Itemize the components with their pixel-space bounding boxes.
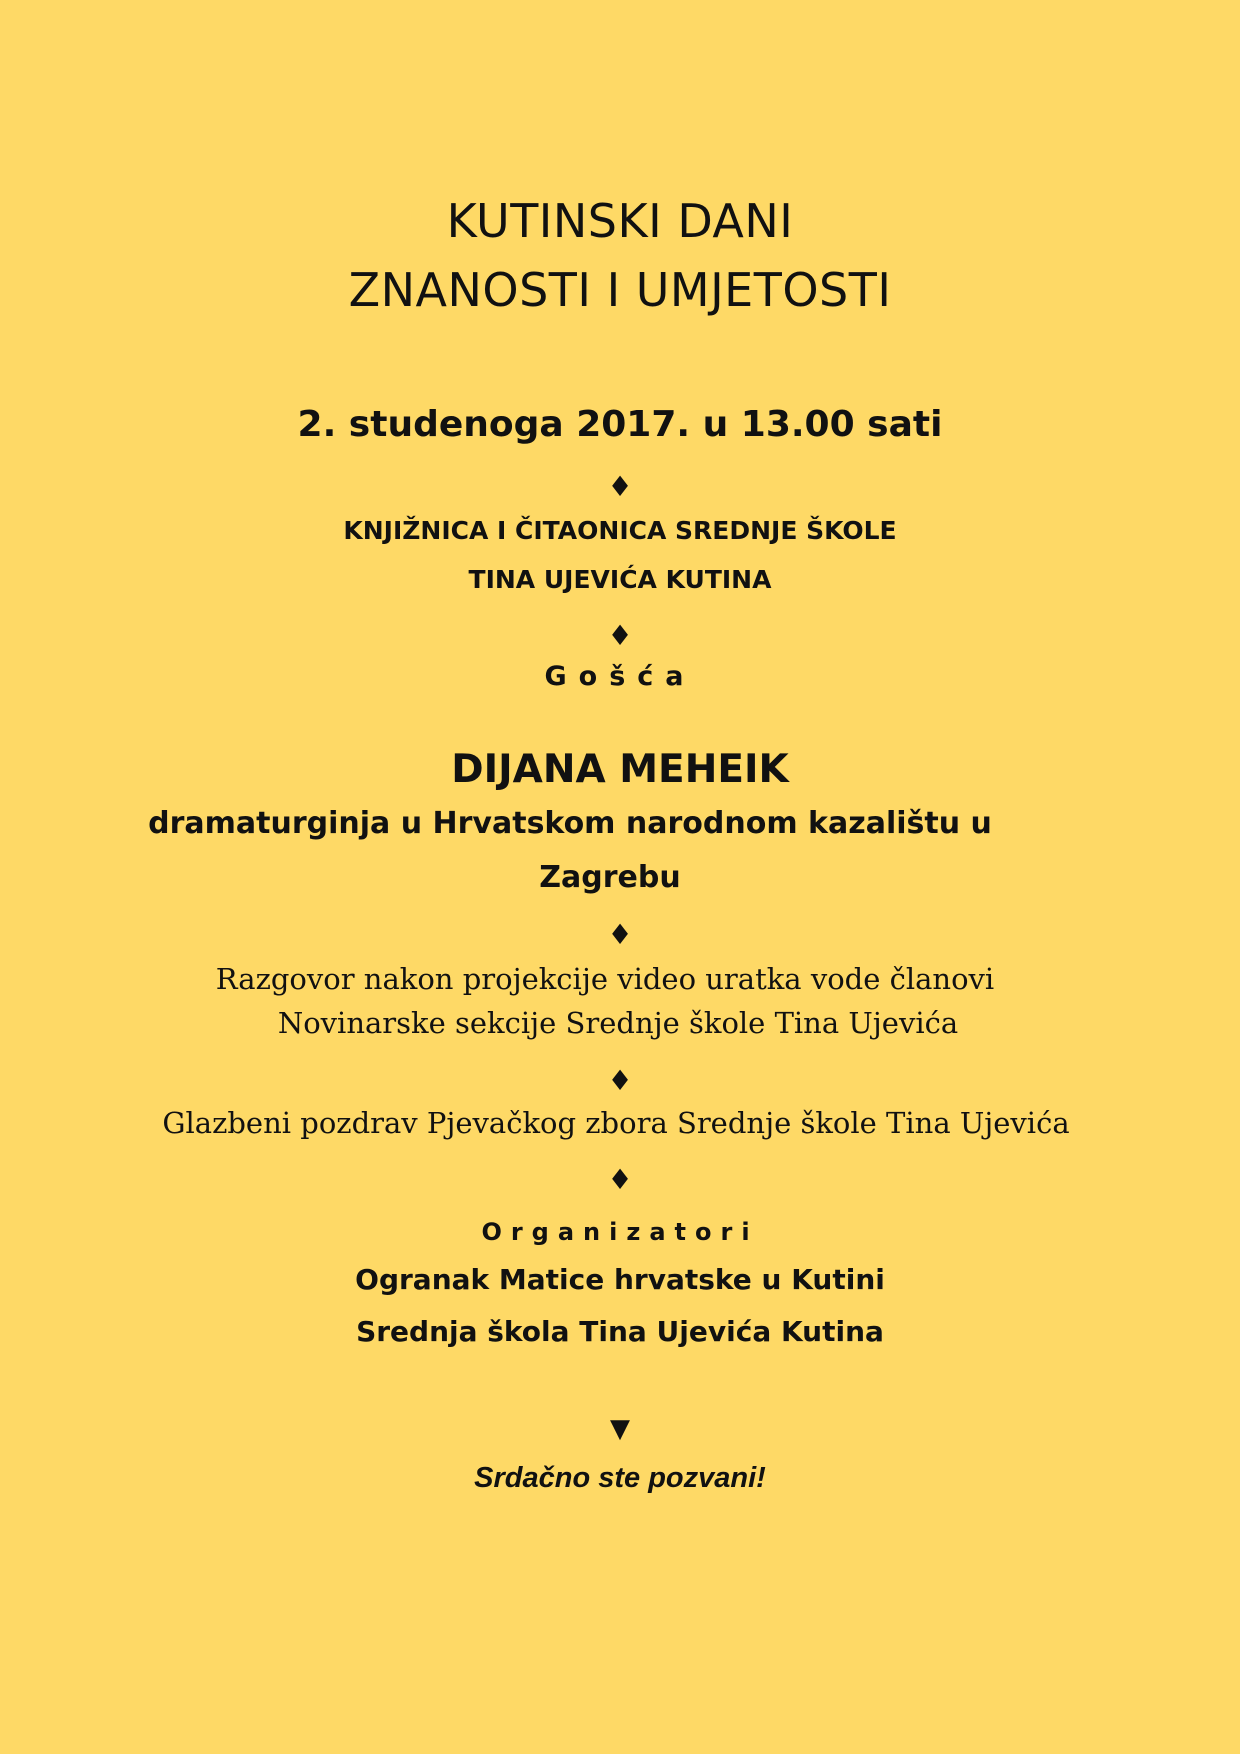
music-greeting: Glazbeni pozdrav Pjevačkog zbora Srednje škole Tina Ujevića bbox=[162, 1106, 1070, 1140]
guest-role-line-1: dramaturginja u Hrvatskom narodnom kazalištu u bbox=[148, 806, 992, 841]
diamond-separator-icon: ♦ bbox=[607, 1064, 633, 1097]
diamond-separator-icon: ♦ bbox=[607, 619, 633, 652]
organizers-label: Organizatori bbox=[481, 1218, 759, 1246]
event-title-line-1: KUTINSKI DANI bbox=[446, 194, 794, 248]
guest-label: Gošća bbox=[544, 661, 696, 692]
event-title-line-2: ZNANOSTI I UMJETOSTI bbox=[348, 263, 892, 317]
venue-line-1: KNJIŽNICA I ČITAONICA SREDNJE ŠKOLE bbox=[343, 516, 897, 545]
event-date-time: 2. studenoga 2017. u 13.00 sati bbox=[297, 404, 943, 445]
diamond-separator-icon: ♦ bbox=[607, 470, 633, 503]
organizer-item: Ogranak Matice hrvatske u Kutini bbox=[355, 1263, 885, 1296]
guest-role-line-2: Zagrebu bbox=[539, 860, 681, 895]
organizer-item: Srednja škola Tina Ujevića Kutina bbox=[356, 1315, 884, 1348]
diamond-separator-icon: ♦ bbox=[607, 918, 633, 951]
conversation-line-2: Novinarske sekcije Srednje škole Tina Ujevića bbox=[277, 1006, 959, 1040]
diamond-separator-icon: ♦ bbox=[607, 1163, 633, 1196]
guest-name: DIJANA MEHEIK bbox=[451, 747, 789, 792]
conversation-line-1: Razgovor nakon projekcije video uratka vode članovi bbox=[215, 962, 995, 996]
closing-invitation: Srdačno ste pozvani! bbox=[474, 1462, 766, 1494]
triangle-down-icon: ▼ bbox=[610, 1414, 630, 1444]
venue-line-2: TINA UJEVIĆA KUTINA bbox=[468, 565, 772, 594]
